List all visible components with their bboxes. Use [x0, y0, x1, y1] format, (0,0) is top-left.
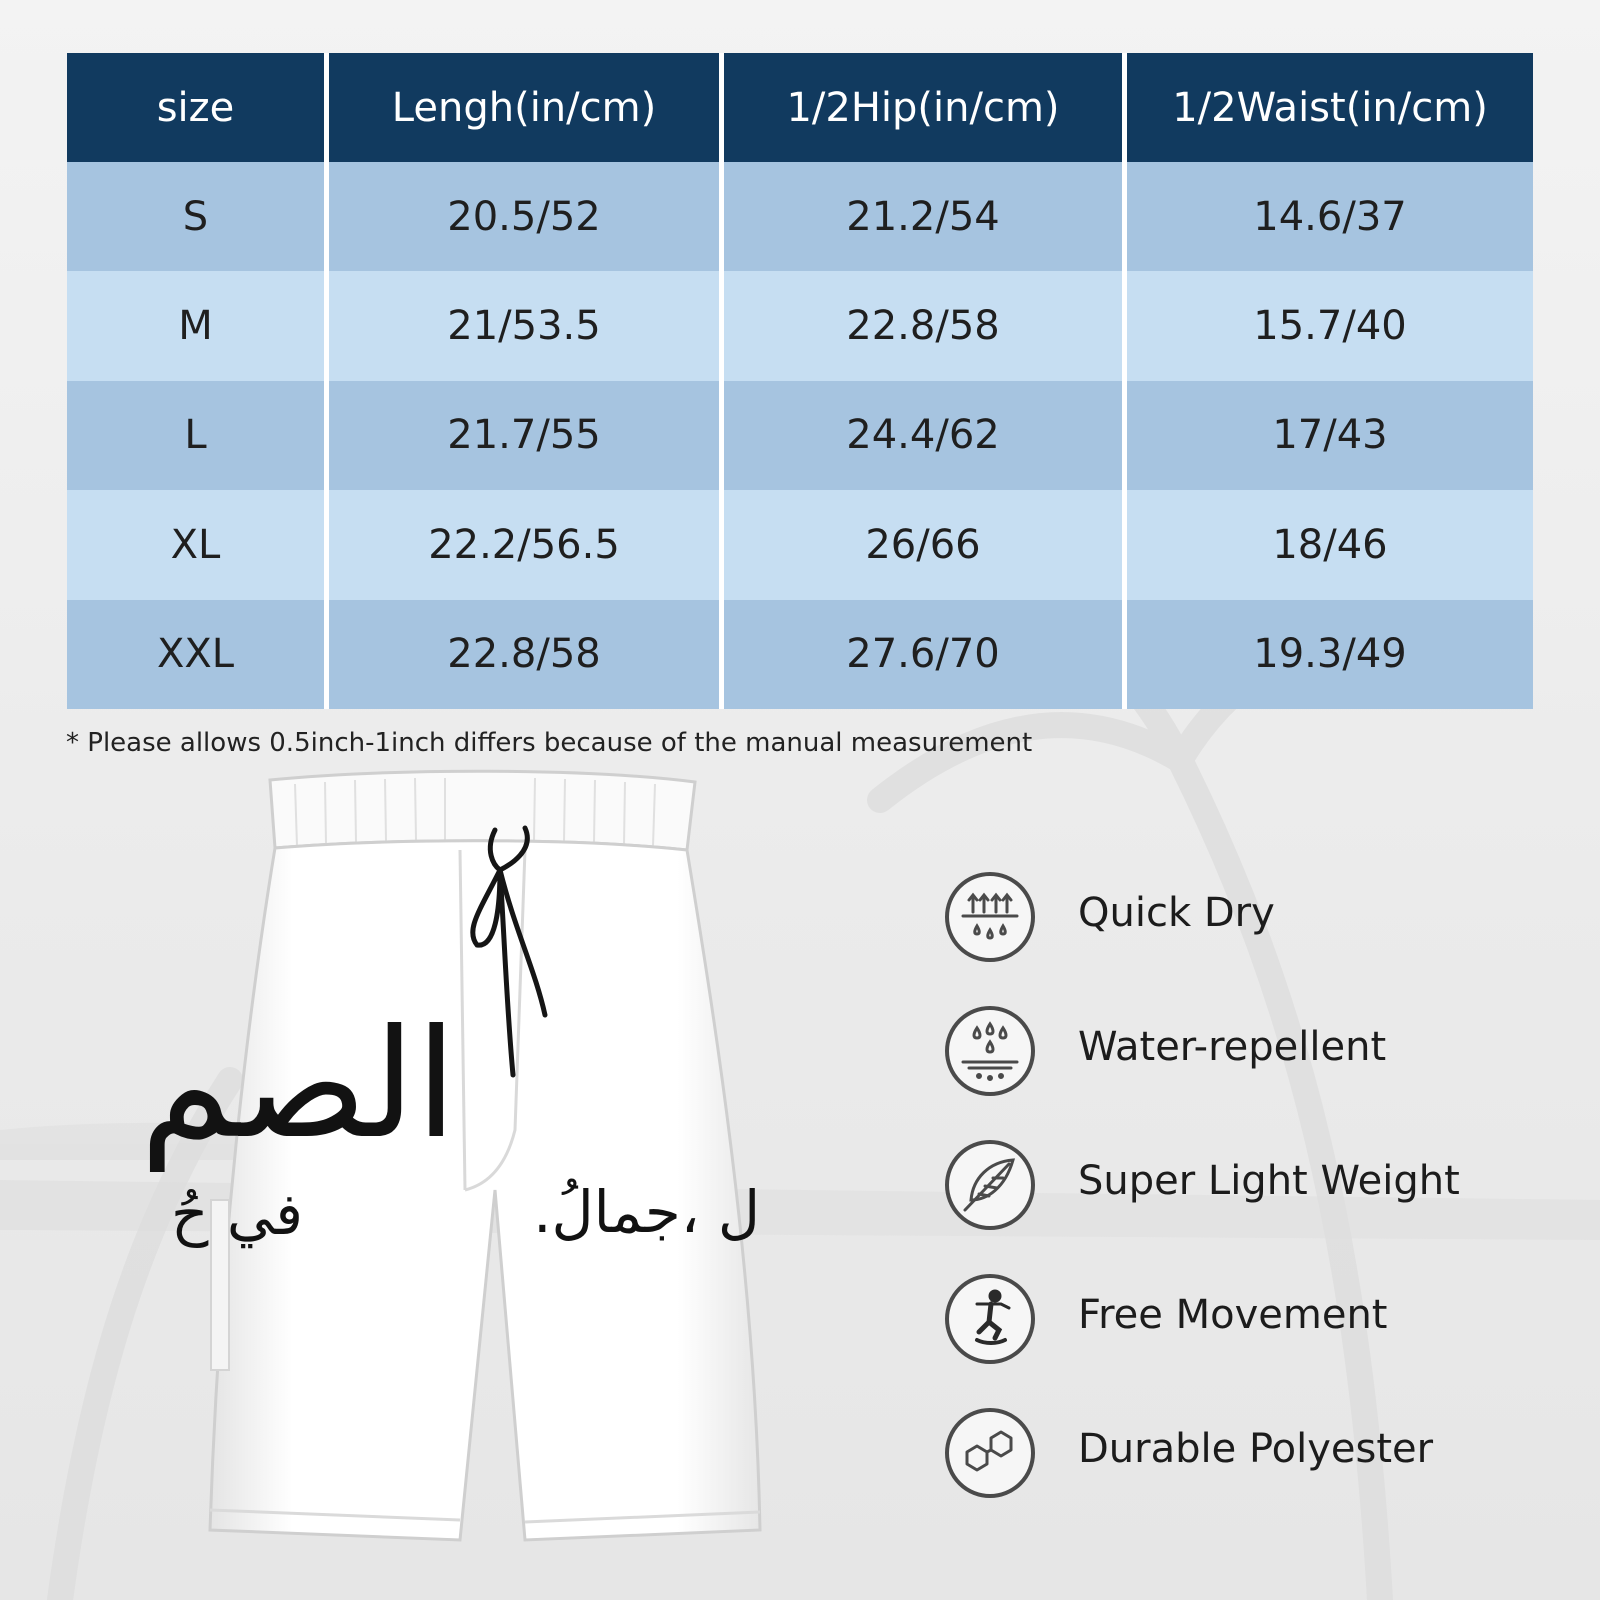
header-half-waist: 1/2Waist(in/cm)	[1127, 53, 1533, 162]
cell-size: M	[67, 271, 329, 380]
cell-length: 21/53.5	[329, 271, 724, 380]
cell-half-hip: 27.6/70	[724, 600, 1127, 709]
table-row	[67, 600, 1533, 709]
quick-dry-icon	[945, 872, 1035, 962]
feature-free-movement	[945, 1274, 1585, 1370]
shorts-print-large-text: الصم	[139, 998, 457, 1172]
skater-icon	[945, 1274, 1035, 1364]
shorts-print-right-text: ل ،جمالُ.	[533, 1178, 760, 1246]
size-chart-table	[67, 53, 1533, 709]
feature-light-weight	[945, 1140, 1585, 1236]
cell-half-waist: 15.7/40	[1127, 271, 1533, 380]
table-row	[67, 271, 1533, 380]
header-length: Lengh(in/cm)	[329, 53, 724, 162]
table-row	[67, 162, 1533, 271]
cell-half-waist: 14.6/37	[1127, 162, 1533, 271]
cell-half-hip: 24.4/62	[724, 381, 1127, 490]
feature-durable-polyester	[945, 1408, 1585, 1504]
measurement-note: * Please allows 0.5inch-1inch differs because of the manual measurement	[66, 728, 1033, 758]
feature-quick-dry	[945, 872, 1585, 968]
table-header-row	[67, 53, 1533, 162]
feature-label: Quick Dry	[1078, 890, 1275, 936]
table-row	[67, 490, 1533, 599]
feature-water-repellent	[945, 1006, 1585, 1102]
cell-size: XXL	[67, 600, 329, 709]
header-size: size	[67, 53, 329, 162]
cell-length: 22.2/56.5	[329, 490, 724, 599]
cell-half-hip: 21.2/54	[724, 162, 1127, 271]
feature-label: Super Light Weight	[1078, 1158, 1460, 1204]
cell-size: XL	[67, 490, 329, 599]
feature-label: Water-repellent	[1078, 1024, 1387, 1070]
cell-size: L	[67, 381, 329, 490]
header-half-hip: 1/2Hip(in/cm)	[724, 53, 1127, 162]
cell-length: 21.7/55	[329, 381, 724, 490]
cell-length: 22.8/58	[329, 600, 724, 709]
cell-half-waist: 18/46	[1127, 490, 1533, 599]
cell-half-waist: 19.3/49	[1127, 600, 1533, 709]
cell-length: 20.5/52	[329, 162, 724, 271]
cell-half-waist: 17/43	[1127, 381, 1533, 490]
shorts-print-left-text: في حُ	[171, 1180, 303, 1248]
cell-size: S	[67, 162, 329, 271]
molecule-icon	[945, 1408, 1035, 1498]
feather-icon	[945, 1140, 1035, 1230]
cell-half-hip: 26/66	[724, 490, 1127, 599]
feature-label: Durable Polyester	[1078, 1426, 1434, 1472]
water-repellent-icon	[945, 1006, 1035, 1096]
cell-half-hip: 22.8/58	[724, 271, 1127, 380]
feature-label: Free Movement	[1078, 1292, 1388, 1338]
table-row	[67, 381, 1533, 490]
